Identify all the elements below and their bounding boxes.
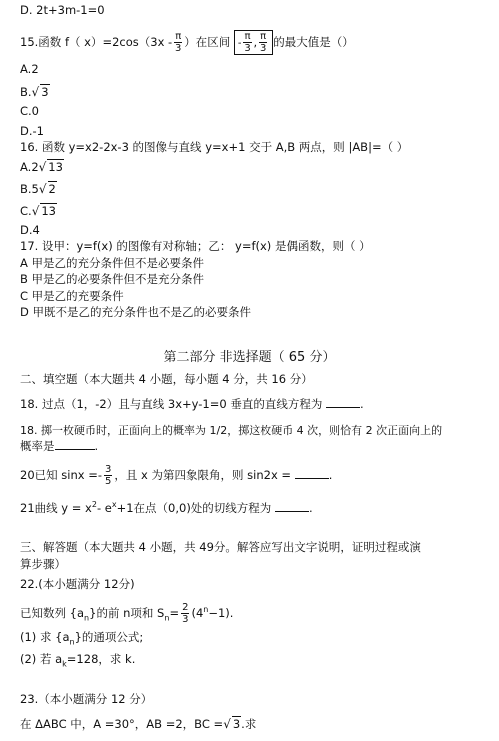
q17-option-c: C 甲是乙的充要条件 [20,289,124,303]
q15-pi-over-3: $\frac{\pi}{3}$ [175,31,182,54]
q17-option-d: D 甲既不是乙的充分条件也不是乙的必要条件 [20,305,252,319]
answer-blank[interactable] [326,397,360,408]
q15-mid: ）在区间 [184,35,231,49]
answer-blank[interactable] [275,501,309,512]
question-17: 17. 设甲：y=f(x) 的图像有对称轴；乙： y=f(x) 是偶函数，则（ ） [20,239,371,253]
fill-in-heading: 二、填空题（本大题共 4 小题，每小题 4 分，共 16 分） [20,372,313,386]
q22-statement: 已知数列 $\{a_n\}$的前 n项和 $S_n=$ $\frac{2}{3}$ $(4^n-1)$. [20,602,234,625]
answer-blank[interactable] [55,439,95,450]
question-21: 21曲线 $y = x^2-$ $e^x+1$在点（0,0)处的切线方程为 . [20,500,313,515]
q23-title: 23.（本小题满分 12 分） [20,692,153,706]
solve-heading-line1: 三、解答题（本大题共 4 小题，共 49分。解答应写出文字说明，证明过程或演 [20,540,421,554]
q15-suffix: 的最大值是（） [273,35,354,49]
part-two-heading: 第二部分 非选择题（ 65 分） [163,350,336,365]
question-16: 16. 函数 y=x2-2x-3 的图像与直线 y=x+1 交于 A,B 两点，则 |AB|=（ ） [20,140,409,154]
q15-prefix: 15.函数 f（ x）=2cos（3x - [20,35,173,49]
q17-option-a: A 甲是乙的充分条件但不是必要条件 [20,256,205,270]
q15-option-d: D.-1 [20,124,44,138]
q16-option-d: D.4 [20,223,40,237]
q16-option-b: B.5√ 2 [20,182,56,196]
q22-part1: (1) 求 $\{a_n\}$的通项公式; [20,630,144,647]
question-15 [20,30,354,55]
q16-option-a: A.2√ 13 [20,160,63,174]
question-20: 20已知 sinx =- $\frac{3}{5}$ ，且 x 为第四象限角，则 sin2x = . [20,464,333,487]
q22-title: 22.(本小题满分 12分) [20,577,135,591]
q15-option-b: B.√ 3 [20,85,49,99]
question-18a: 18. 过点（1，-2）且与直线 3x+y-1=0 垂直的直线方程为 . [20,397,364,411]
answer-blank[interactable] [295,468,329,479]
q16-option-c: C.√ 13 [20,204,56,218]
q15-option-c: C.0 [20,104,40,118]
q22-part2: (2) 若 $a_k=128$，求 k. [20,652,136,669]
question-18b-line2: 概率是 . [20,439,99,453]
prev-option-d: D. 2t+3m-1=0 [20,3,105,17]
q15-option-a: A.2 [20,62,39,76]
solve-heading-line2: 算步骤） [20,557,66,571]
q17-option-b: B 甲是乙的必要条件但不是充分条件 [20,272,205,286]
question-18b-line1: 18. 掷一枚硬币时，正面向上的概率为 1/2，掷这枚硬币 4 次，则恰有 2 次正面向上的 [20,424,443,437]
q15-interval: - $\frac{\pi}{3}$ , $\frac{\pi}{3}$ [234,30,273,55]
q23-statement: 在 ΔABC 中，A =30°，AB =2，BC =√ 3.求 [20,717,257,731]
